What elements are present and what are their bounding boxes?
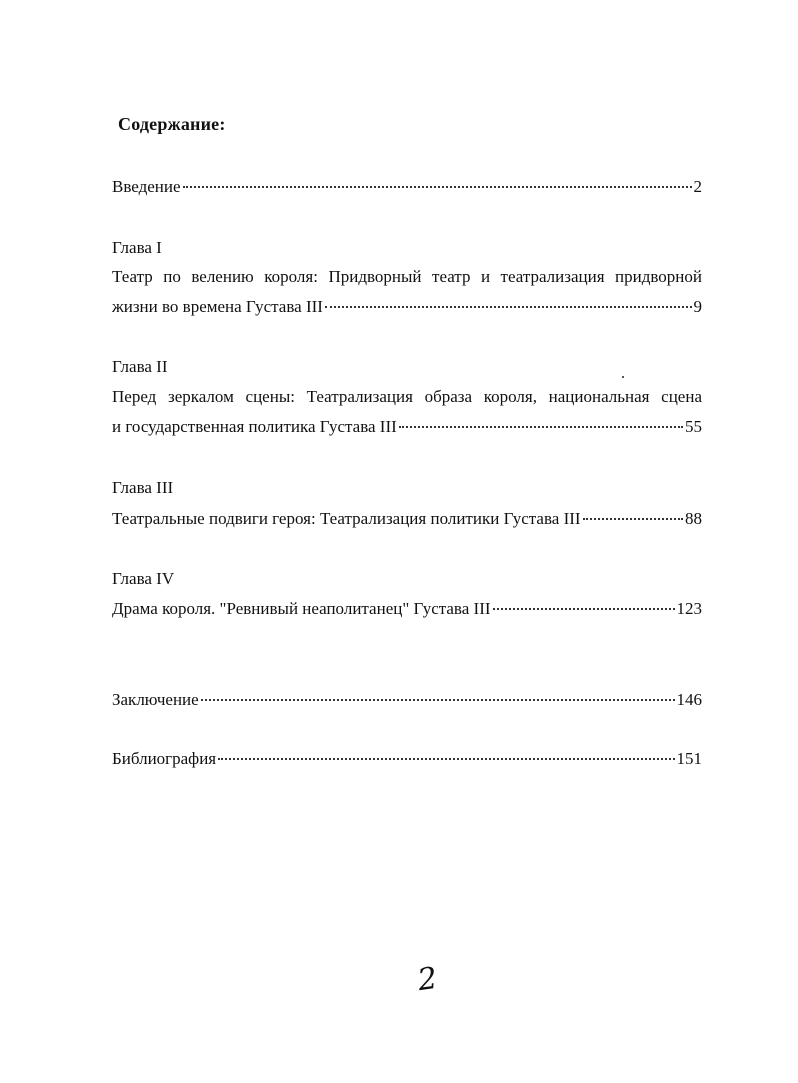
toc-page-number: 88	[685, 509, 702, 528]
dot-leader	[583, 518, 683, 520]
toc-page-number: 123	[676, 599, 702, 618]
chapter-heading: Глава II	[112, 357, 168, 376]
chapter-title-line: и государственная политика Густава III	[112, 417, 397, 436]
toc-entry-label: Введение	[112, 177, 181, 196]
dot-leader	[325, 306, 692, 308]
toc-entry-conclusion	[112, 689, 702, 711]
dot-leader	[201, 699, 675, 701]
handwritten-page-number: 2	[415, 960, 440, 999]
chapter-title-line: жизни во времена Густава III	[112, 297, 323, 316]
toc-entry-chapter-2	[112, 416, 702, 438]
scan-speck	[622, 376, 624, 378]
toc-entry-introduction	[112, 176, 702, 198]
toc-entry-bibliography	[112, 748, 702, 770]
chapter-title-line: Театр по велению короля: Придворный театр и театрализация придворной	[112, 267, 702, 286]
toc-entry-chapter-4	[112, 598, 702, 620]
dot-leader	[399, 426, 683, 428]
toc-page-number: 2	[693, 177, 702, 196]
toc-page-number: 146	[676, 690, 702, 709]
dot-leader	[493, 608, 675, 610]
dot-leader	[183, 186, 692, 188]
toc-page-number: 9	[693, 297, 702, 316]
chapter-heading: Глава III	[112, 478, 174, 497]
chapter-heading: Глава I	[112, 238, 162, 257]
toc-entry-chapter-3	[112, 508, 702, 530]
dot-leader	[218, 758, 674, 760]
chapter-title-line: Театральные подвиги героя: Театрализация политики Густава III	[112, 509, 581, 528]
toc-entry-label: Библиография	[112, 749, 217, 768]
toc-page-number: 55	[685, 417, 702, 436]
chapter-title-line: Перед зеркалом сцены: Театрализация образа короля, национальная сцена	[112, 387, 702, 406]
toc-page-number: 151	[676, 749, 702, 768]
toc-entry-chapter-1	[112, 296, 702, 318]
chapter-heading: Глава IV	[112, 569, 175, 588]
toc-entry-label: Заключение	[112, 690, 199, 709]
toc-title: Содержание:	[118, 114, 226, 134]
chapter-title-line: Драма короля. "Ревнивый неаполитанец" Густава III	[112, 599, 491, 618]
